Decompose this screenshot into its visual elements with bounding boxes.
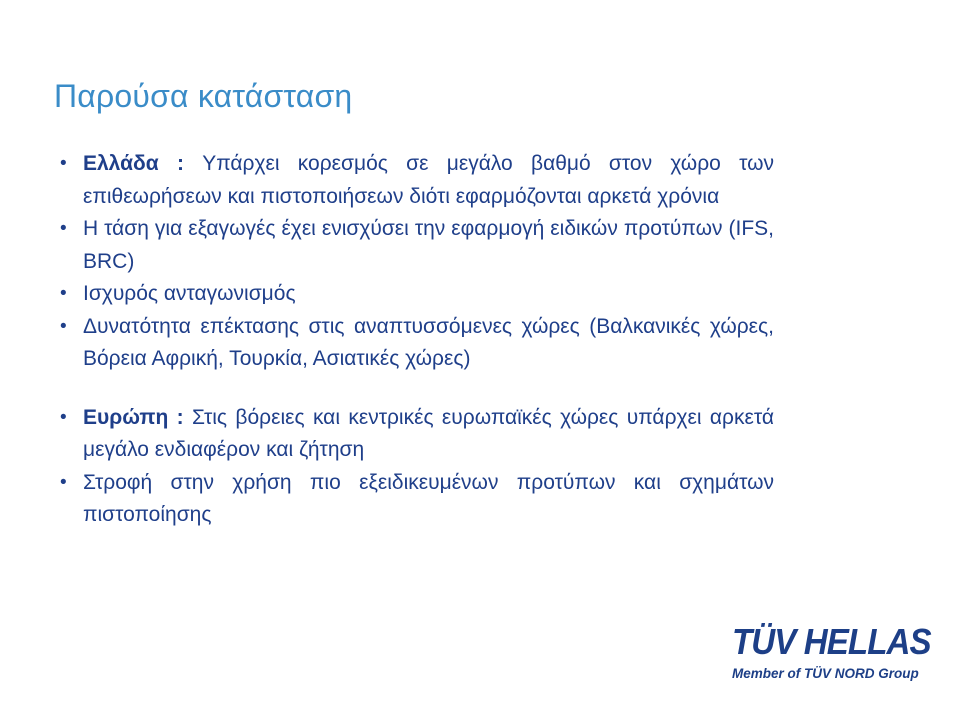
bullet-text-expansion: Δυνατότητα επέκτασης στις αναπτυσσόμενες χώρες (Βαλκανικές χώρες, Βόρεια Αφρική, Τουρκία, Ασιατικές χώρες) [83,314,774,370]
bullet-text-competition: Ισχυρός ανταγωνισμός [83,282,296,305]
bullet-sep-europe: : [168,405,192,429]
bullet-sep-greece: : [158,152,203,175]
bullet-text-greece: Υπάρχει κορεσμός σε μεγάλο βαθμό στον χώρο των επιθεωρήσεων και πιστοποιήσεων διότι εφαρμόζονται αρκετά χρόνια [83,152,774,208]
bullet-item-greece [58,148,774,213]
bullet-item-expansion [58,311,774,376]
logo-wordmark: TÜV HELLAS [732,621,931,662]
bullet-item-specialization [58,467,774,532]
bullet-item-europe [58,402,774,467]
bullet-text-specialization: Στροφή στην χρήση πιο εξειδικευμένων προτύπων και σχημάτων πιστοποίησης [83,470,774,526]
logo-tagline: Member of TÜV NORD Group [732,666,919,681]
bullet-text-europe: Στις βόρειες και κεντρικές ευρωπαϊκές χώρες υπάρχει αρκετά μεγάλο ενδιαφέρον και ζήτηση [83,405,775,461]
bullet-lead-europe: Ευρώπη [83,405,169,429]
bullet-lead-greece: Ελλάδα [83,152,159,175]
bullet-list [58,148,774,532]
bullet-item-export-trend [58,213,774,278]
bullet-item-competition [58,278,774,311]
bullet-text-export-trend: Η τάση για εξαγωγές έχει ενισχύσει την εφαρμογή ειδικών προτύπων (IFS, BRC) [83,217,774,273]
tuv-hellas-logo [732,621,932,684]
slide-title: Παρούσα κατάσταση [54,78,353,114]
